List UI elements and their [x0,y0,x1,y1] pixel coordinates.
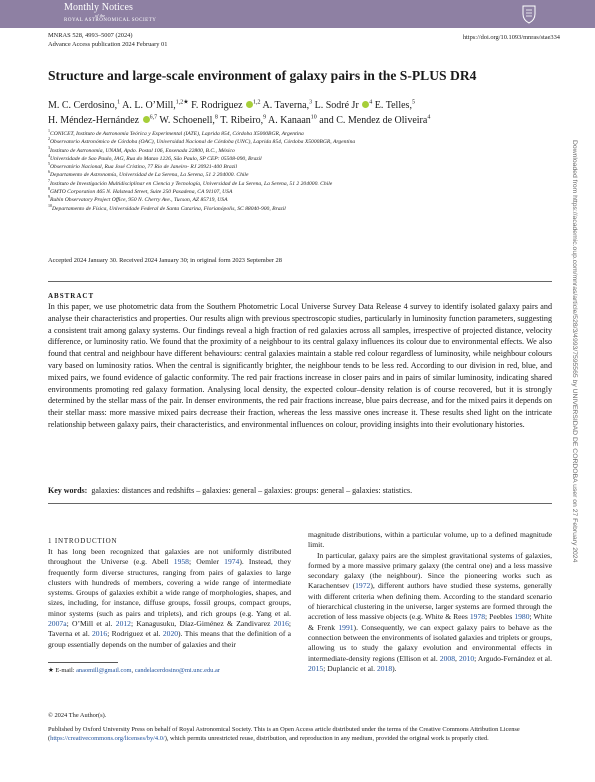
abstract-text: In this paper, we use photometric data from the Southern Photometric Local Universe Survey Data Release 4 survey to identify isolated galaxy pairs and analyse their characteristics and properties. Our results align with previous spectroscopic studies, particularly in luminosity function parameters, suggesting a consistent trait among galaxy systems. Our findings reveal a high fraction of red galaxies across all samples, irrespective of projected distance, velocity difference, or luminosity ratio. We found that the proximity of a neighbour to its central galaxy influences its colour due to environmental effects. We also found that central and neighbour have different behaviours: central galaxies maintain a stable red colour regardless of luminosity, while neighbour colours vary based on luminosity ratios. When the central is significantly brighter, the neighbour tends to be less red. According to our division in red, blue, and mixed pairs, we found evidence of galactic conformity. The red pair fractions increase in closer pairs and in pairs of similar luminosity, indicating shared environments promoting red galaxy formation. Analysing local density, the expected colour–density relation is of course recovered, but it is strongly determined by the stellar mass of the pair. In denser environments, the red pair fractions increase, blue pairs decrease, and for the mixed pairs it depends on their stellar mass: more massive mixed pairs decrease their fraction, whereas the less massive ones increase it. These results shed light on the intricate relationship between galaxy pairs, their characteristics, and environmental influences on colour, providing insights into their evolutionary histories. [48,302,552,429]
citation-link[interactable]: 1974 [224,557,240,567]
author-affiliation-mark: 3 [309,99,313,106]
license-post: ), which permits unrestricted reuse, distribution, and reproduction in any medium, provided the original work is properly cited. [164,734,489,742]
citation-link[interactable]: 1991 [338,622,354,632]
affiliation [48,171,548,179]
author-affiliation-mark: 1,2★ [175,99,189,106]
affiliation [48,163,548,171]
divider [48,281,552,282]
citation-link[interactable]: 1958 [173,557,189,567]
citation-link[interactable]: 2012 [115,619,131,629]
author [319,115,430,126]
author-name: A. Kanaan [268,115,311,126]
author [315,100,373,111]
affiliation [48,130,548,138]
body-text: ; Peebles [485,612,515,622]
author [263,100,313,111]
body-text: ; Rodriguez et al. [107,629,163,639]
email-link[interactable]: candelacerdosino@mi.unc.edu.ar [134,667,220,674]
citation-link[interactable]: 2007a [48,619,67,629]
journal-name-of: of the [95,13,106,18]
copyright: © 2024 The Author(s). [48,712,107,719]
author [48,115,157,126]
author [220,115,266,126]
citation-link[interactable]: 2015 [308,663,324,673]
affiliation-text: Departamento de Física, Universidade Federal de Santa Catarina, Florianópolis, SC 88040-900, Brazil [52,205,286,212]
author-list [48,98,548,128]
author-affiliation-mark: 9 [263,114,267,121]
citation-link[interactable]: 2008 [439,653,456,663]
author-name: E. Telles, [374,100,412,111]
author [159,115,217,126]
citation-link[interactable]: 2018 [376,663,393,673]
affiliation-number: 8 [48,186,50,192]
author-name: W. Schoenell, [159,115,215,126]
affiliation [48,196,548,204]
body-text: ). [392,663,397,673]
keywords-text: galaxies: distances and redshifts – galaxies: general – galaxies: groups: general – galaxies: statistics. [91,486,413,495]
section-heading: 1 INTRODUCTION [48,537,118,545]
author-name: and C. Mendez de Oliveira [319,115,428,126]
affiliation-number: 1 [48,128,50,134]
body-text: In particular, galaxy pairs are the simplest gravitational systems of galaxies, formed by a more massive primary galaxy (the central one) and a less massive secondary galaxy (the neighbour). Since the pioneering works such as Karachentsev ( [308,550,552,591]
keywords-label: Key words: [48,486,88,495]
author-name: L. Sodré Jr [314,100,359,111]
body-text: ; Duplancic et al. [323,663,377,673]
author-name: F. Rodriguez [191,100,243,111]
journal-society: ROYAL ASTRONOMICAL SOCIETY [64,18,157,23]
author [268,115,317,126]
affiliation-text: Departamento de Astronomía, Universidad de La Serena, La Serena, 51 2 204000. Chile [50,172,249,179]
affiliation-text: GMTO Corporation 465 N. Halstead Street, Suite 250 Pasadena, CA 91107, USA [50,189,233,196]
body-text: It has long been recognized that galaxies are not uniformly distributed throughout the Universe (e.g. Abell [48,547,291,567]
affiliation-text: Rubin Observatory Project Office, 950 N. Cherry Ave., Tucson, AZ 85719, USA [50,197,228,204]
citation-link[interactable]: 2016 [92,629,108,639]
license-pre: Published by Oxford University Press on behalf of Royal Astronomical Society. This is an Open Access article distributed under the terms of the Creative Commons Attribution License ( [48,726,520,742]
body-text: ). Consequently, we can expect galaxy pairs to behave as the connection between the environments of isolated galaxies and triplets or groups, allowing us to study the galaxy evolution and environmental effects in intermediate-density regions (Ellison et al. [308,622,552,663]
author-name: A. L. O’Mill, [122,100,176,111]
footnote-separator: , [131,667,135,674]
author-affiliation-mark: 1,2 [253,99,261,106]
download-watermark-text: Downloaded from https://academic.oup.com/mnras/article/528/3/4993/7595565 by UNIVERSIDAD DE CORDOBA user on 27 February 2024 [571,140,578,563]
affiliation-number: 5 [48,161,50,167]
intro-paragraph [308,551,552,675]
affiliation-text: CONICET, Instituto de Astronomía Teórica y Experimental (IATE), Laprida 854, Córdoba X5000BGR, Argentina [50,131,304,137]
affiliation [48,177,548,188]
author-name: T. Ribeiro, [220,115,264,126]
body-text: ; Taverna et al. [48,619,291,639]
affiliation [48,138,548,146]
email-link[interactable]: anaomill@gmail.com [76,667,132,674]
body-text: ; Kanagusuku, Díaz-Giménez & Zandivarez [130,619,274,629]
affiliation-number: 7 [48,177,50,183]
license-text [48,726,568,743]
journal-name: Monthly Notices [64,2,133,13]
affiliation-number: 2 [48,136,50,142]
affiliation-text: Instituto de Investigación Multidisciplinar en Ciencia y Tecnología, Universidad de La Serena, La Serena, 51 2 204000. Chile [50,180,333,187]
author-line [48,113,548,128]
affiliation-number: 4 [48,153,50,159]
affiliation-text: Universidade de Sao Paulo, IAG, Rua do Matao 1226, São Paulo, SP CEP: 05508-090, Brazil [50,155,262,162]
affiliation [48,144,548,155]
body-text: , [455,653,459,663]
body-text: ). Instead, they frequently form diverse structures, ranging from pairs of galaxies to large clusters with hundreds of members, covering a wide range of intermediate systems. Groups of galaxies exhibit a wide range of morphologies, shapes, and sizes, including, for instance, diffuse groups, fossil groups, compact groups, minor systems (such as pairs and triplets), and rich groups (e.g. Yang et al. [48,557,291,618]
citation-link[interactable]: 2020 [162,629,179,639]
citation-link[interactable]: 1972 [355,581,371,591]
intro-left-column [48,547,291,650]
body-text: ; Oemler [188,557,225,567]
author [122,100,189,111]
author [48,100,120,111]
footnote-prefix: ★ E-mail: [48,667,77,674]
author-name: M. C. Cerdosino, [48,100,118,111]
affiliation-text: Instituto de Astronomía, UNAM, Apdo. Postal 106, Ensenada 22800, B.C., México [50,147,235,154]
author-affiliation-mark: 8 [214,114,218,121]
author [191,100,260,111]
author-affiliation-mark: 4 [427,114,431,121]
author-name: H. Méndez-Hernández [48,115,140,126]
author-affiliation-mark: 4 [369,99,373,106]
body-text: ; O’Mill et al. [66,619,116,629]
divider [48,503,552,504]
affiliation-number: 6 [48,169,50,175]
author-name: A. Taverna, [262,100,310,111]
affiliation-text: Observatório Nacional, Rua José Cristino, 77 Rio de Janeiro- RJ 20921-400 Brazil [50,164,238,171]
footnote-rule [48,662,118,663]
body-text: ), different authors have studied these systems, generally with different criteria when defining them. According to the standard scenario of hierarchical clustering in the universe, larger systems are formed through the accretion of less massive objects (e.g. White & Rees [308,581,553,622]
author-affiliation-mark: 6,7 [149,114,158,121]
affiliation [48,188,548,196]
advance-access: Advance Access publication 2024 February 01 [48,41,168,48]
affiliation-number: 10 [48,202,52,208]
orcid-icon[interactable] [246,101,253,108]
citation-link[interactable]: 2016 [273,619,289,629]
accepted-dates: Accepted 2024 January 30. Received 2024 January 30; in original form 2023 September 28 [48,257,282,264]
license-link[interactable]: https://creativecommons.org/licenses/by/4.0/ [50,734,165,742]
citation-link[interactable]: 1980 [514,612,530,622]
author [375,100,415,111]
paper-title: Structure and large-scale environment of galaxy pairs in the S-PLUS DR4 [48,68,477,83]
citation-link[interactable]: 2010 [458,653,475,663]
author-affiliation-mark: 10 [310,114,317,121]
keywords [48,486,552,495]
body-text: ; White & Frenk [308,612,552,632]
body-text: ). This means that the definition of a group essentially depends on the number of galaxies and their [48,629,291,649]
affiliation-number: 3 [48,144,50,150]
author-line [48,98,548,113]
footnote [48,666,220,674]
doi-link[interactable]: https://doi.org/10.1093/mnras/stae334 [462,34,560,41]
affiliation-text: Observatorio Astronómico de Córdoba (OAC), Universidad Nacional de Córdoba (UNC), Laprida 854, Córdoba X5000BGR, Argentina [50,139,356,146]
intro-paragraph: magnitude distributions, within a particular volume, up to a defined magnitude limit. [308,530,552,550]
body-text: ; Argudo-Fernández et al. [474,653,552,663]
journal-banner [0,0,595,28]
ras-crest-icon [518,3,540,25]
affiliation-list [48,130,548,213]
affiliation [48,155,548,163]
journal-citation: MNRAS 528, 4993–5007 (2024) [48,32,133,39]
intro-right-column [308,530,552,674]
affiliation-number: 9 [48,194,50,200]
author-affiliation-mark: 1 [117,99,121,106]
abstract-heading: ABSTRACT [48,292,95,300]
affiliation [48,202,548,213]
author-affiliation-mark: 5 [411,99,415,106]
citation-link[interactable]: 1978 [469,612,486,622]
orcid-icon[interactable] [143,116,150,123]
